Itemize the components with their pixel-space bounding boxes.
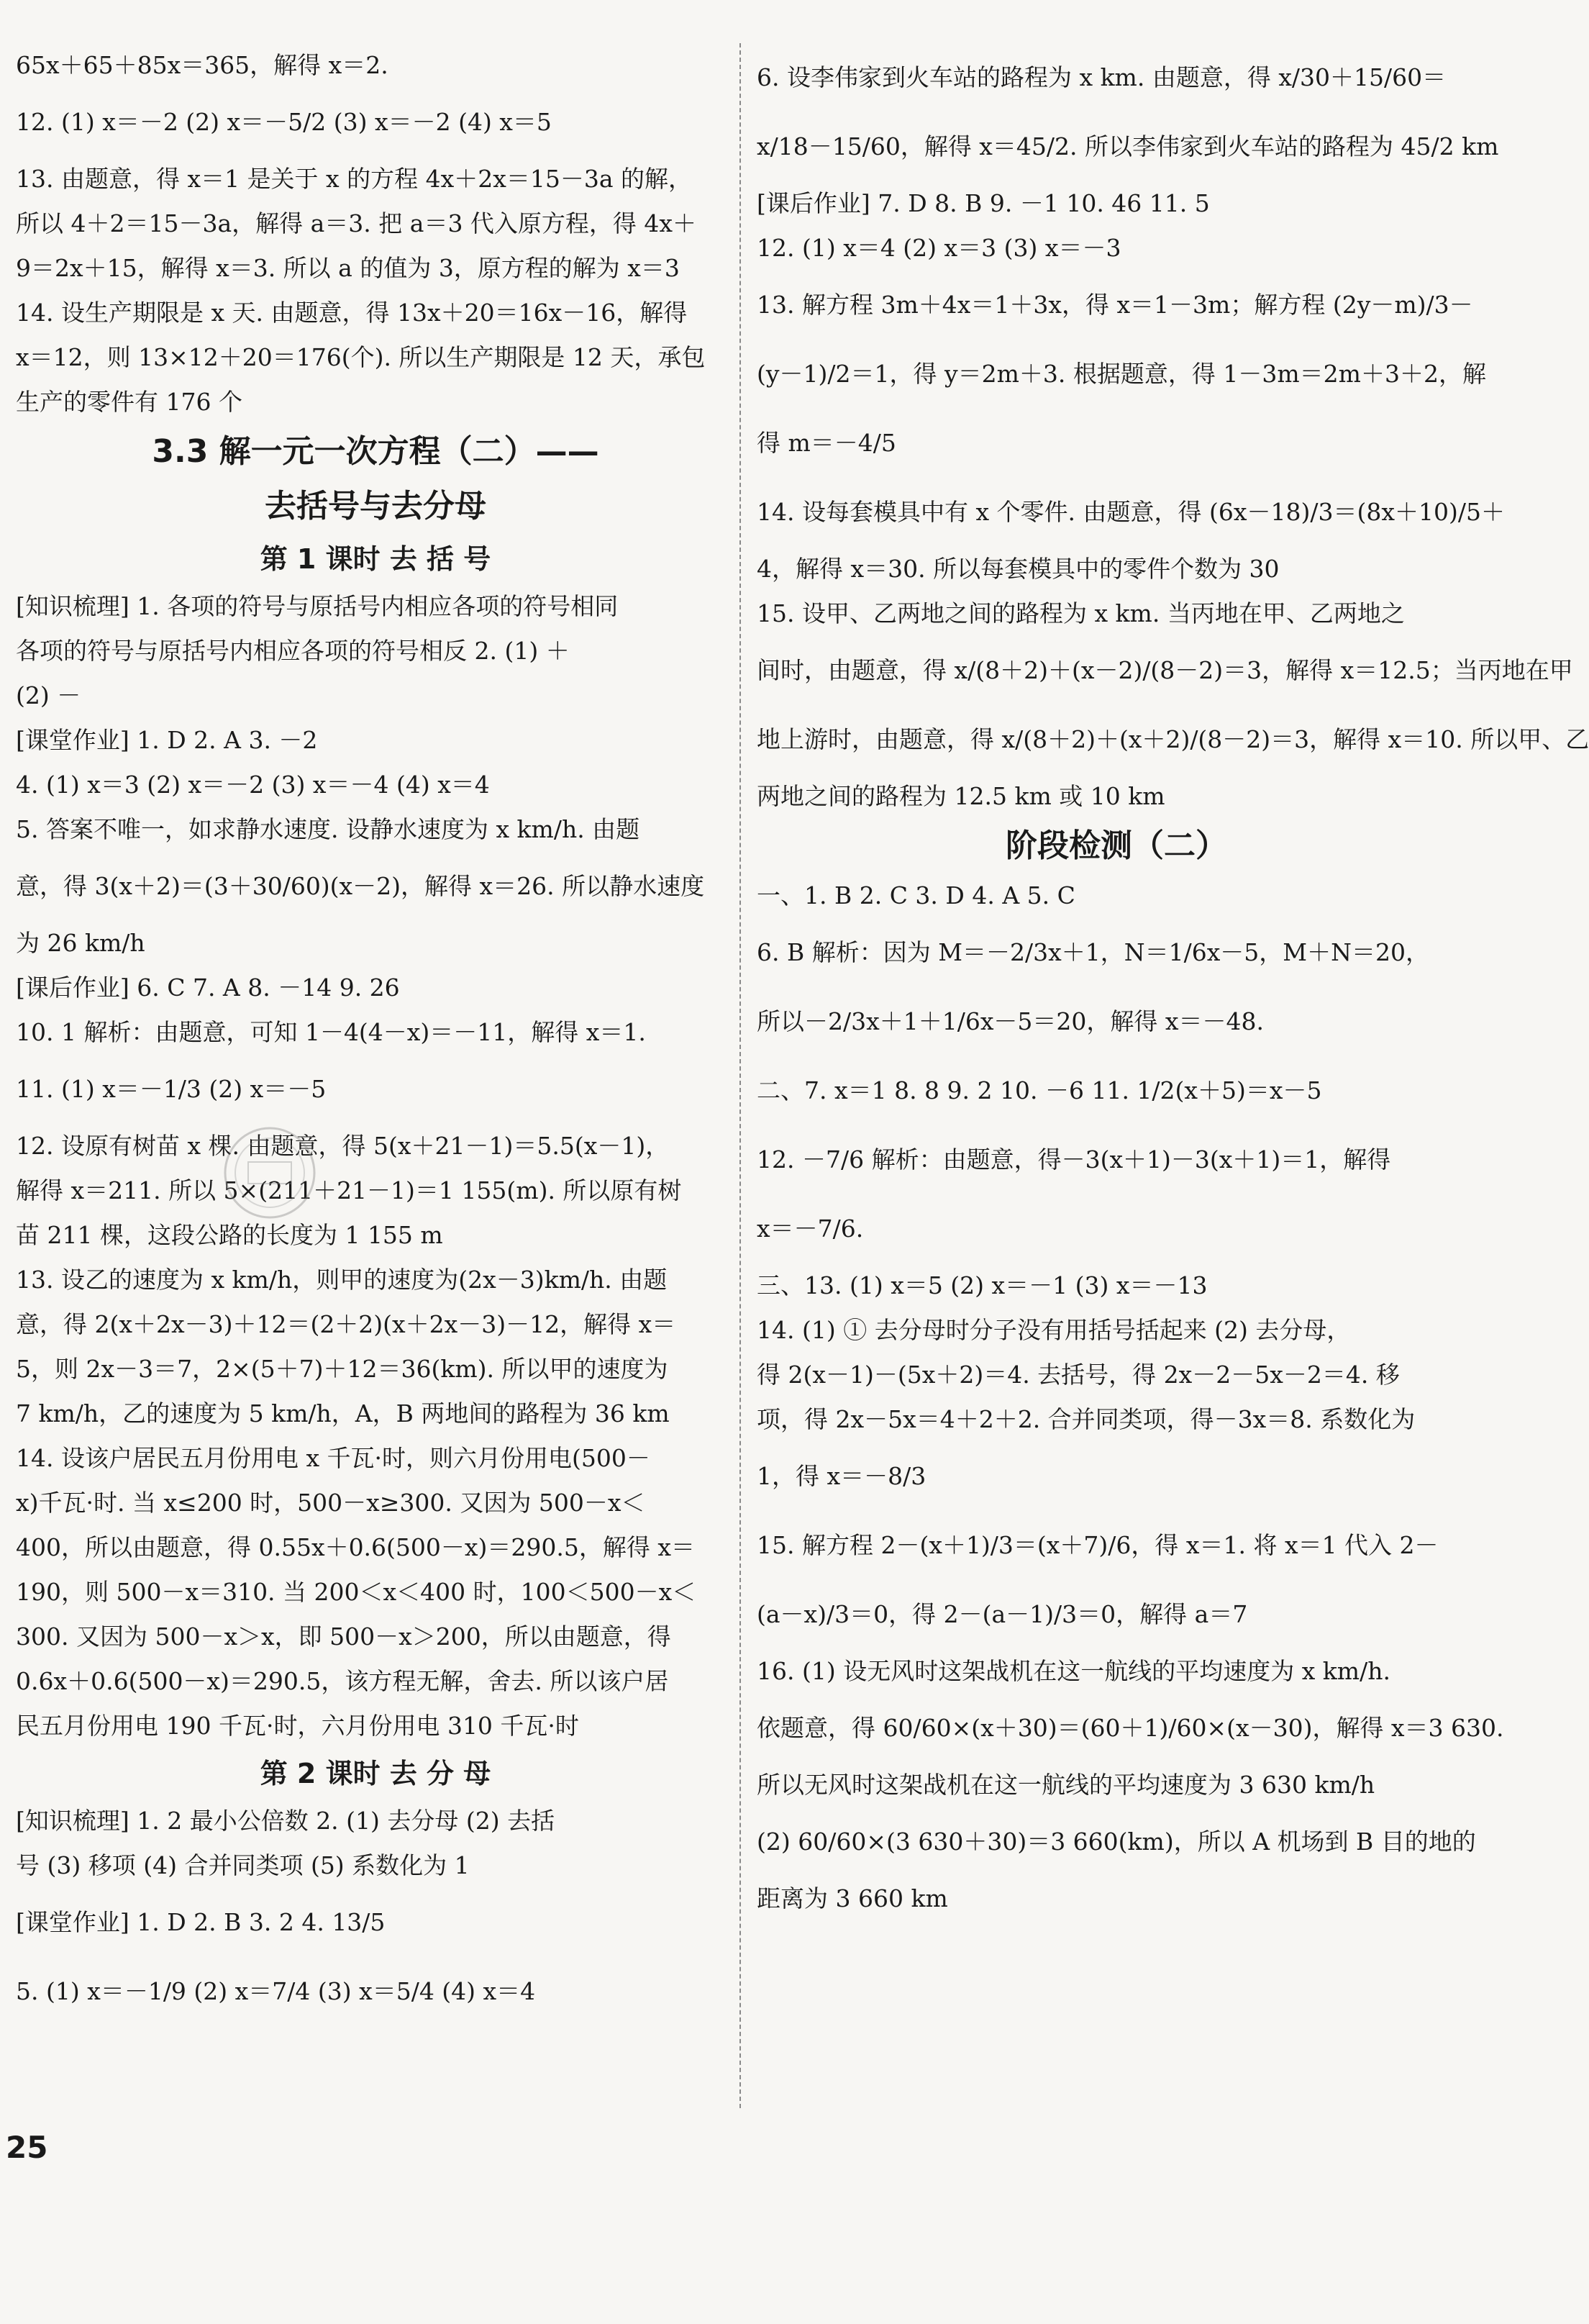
text-line: 一、1. B 2. C 3. D 4. A 5. C <box>757 881 1075 909</box>
text-line: x＝12，则 13×12＋20＝176(个). 所以生产期限是 12 天，承包 <box>16 343 706 371</box>
text-line: 300. 又因为 500－x＞x，即 500－x＞200，所以由题意，得 <box>16 1622 671 1651</box>
text-line: 所以无风时这架战机在这一航线的平均速度为 3 630 km/h <box>757 1771 1375 1799</box>
text-line: 项，得 2x－5x＝4＋2＋2. 合并同类项，得－3x＝8. 系数化为 <box>757 1405 1416 1433</box>
text-line: (2) 60/60×(3 630＋30)＝3 660(km)，所以 A 机场到 B 目的地的 <box>757 1828 1476 1856</box>
text-line: 13. 由题意，得 x＝1 是关于 x 的方程 4x＋2x＝15－3a 的解， <box>16 165 693 193</box>
text-line: [课堂作业] 1. D 2. B 3. 2 4. 13/5 <box>16 1908 386 1936</box>
text-line: 号 (3) 移项 (4) 合并同类项 (5) 系数化为 1 <box>16 1851 470 1879</box>
text-line: 12. －7/6 解析：由题意，得－3(x＋1)－3(x＋1)＝1，解得 <box>757 1145 1391 1174</box>
text-line: 两地之间的路程为 12.5 km 或 10 km <box>757 782 1165 810</box>
text-line: 12. 设原有树苗 x 棵. 由题意，得 5(x＋21－1)＝5.5(x－1)， <box>16 1132 670 1160</box>
page-number: 25 <box>6 2130 48 2165</box>
text-line: 间时，由题意，得 x/(8＋2)＋(x－2)/(8－2)＝3，解得 x＝12.5；当丙地在甲 <box>757 656 1573 684</box>
text-line: 1，得 x＝－8/3 <box>757 1462 926 1490</box>
text-line: 生产的零件有 176 个 <box>16 388 242 416</box>
text-line: 6. B 解析：因为 M＝－2/3x＋1，N＝1/6x－5，M＋N＝20， <box>757 938 1429 966</box>
text-line: [知识梳理] 1. 各项的符号与原括号内相应各项的符号相同 <box>16 592 619 620</box>
text-line: 14. 设每套模具中有 x 个零件. 由题意，得 (6x－18)/3＝(8x＋10)/5＋ <box>757 498 1505 526</box>
text-line: 6. 设李伟家到火车站的路程为 x km. 由题意，得 x/30＋15/60＝ <box>757 63 1447 91</box>
text-line: 4，解得 x＝30. 所以每套模具中的零件个数为 30 <box>757 555 1280 583</box>
text-line: 400，所以由题意，得 0.55x＋0.6(500－x)＝290.5，解得 x＝ <box>16 1533 695 1561</box>
text-line: 5. (1) x＝－1/9 (2) x＝7/4 (3) x＝5/4 (4) x＝4 <box>16 1977 536 2005</box>
left-column <box>16 43 735 2026</box>
text-line: 65x＋65＋85x＝365，解得 x＝2. <box>16 51 388 79</box>
text-line: 0.6x＋0.6(500－x)＝290.5，该方程无解，舍去. 所以该户居 <box>16 1667 669 1695</box>
text-line: 意，得 2(x＋2x－3)＋12＝(2＋2)(x＋2x－3)－12，解得 x＝ <box>16 1310 676 1338</box>
text-line: x/18－15/60，解得 x＝45/2. 所以李伟家到火车站的路程为 45/2 km <box>757 132 1499 160</box>
text-line: 12. (1) x＝－2 (2) x＝－5/2 (3) x＝－2 (4) x＝5 <box>16 108 552 136</box>
text-line: 三、13. (1) x＝5 (2) x＝－1 (3) x＝－13 <box>757 1271 1208 1299</box>
text-line: 得 m＝－4/5 <box>757 429 896 457</box>
text-line: 各项的符号与原括号内相应各项的符号相反 2. (1) ＋ <box>16 637 570 665</box>
text-line: [课堂作业] 1. D 2. A 3. －2 <box>16 726 318 754</box>
watermark-stamp-icon <box>209 1122 331 1223</box>
text-line: 所以 4＋2＝15－3a，解得 a＝3. 把 a＝3 代入原方程，得 4x＋ <box>16 209 697 237</box>
text-line: 14. (1) ① 去分母时分子没有用括号括起来 (2) 去分母， <box>757 1316 1351 1344</box>
text-line: x＝－7/6. <box>757 1215 864 1243</box>
text-line: 10. 1 解析：由题意，可知 1－4(4－x)＝－11，解得 x＝1. <box>16 1018 646 1046</box>
text-line: 9＝2x＋15，解得 x＝3. 所以 a 的值为 3，原方程的解为 x＝3 <box>16 254 680 282</box>
text-line: 190，则 500－x＝310. 当 200＜x＜400 时，100＜500－x＜ <box>16 1578 696 1606</box>
text-line: 民五月份用电 190 千瓦·时，六月份用电 310 千瓦·时 <box>16 1712 579 1740</box>
text-line: 为 26 km/h <box>16 929 145 957</box>
text-line: 13. 解方程 3m＋4x＝1＋3x，得 x＝1－3m；解方程 (2y－m)/3－ <box>757 291 1473 319</box>
section-heading: 阶段检测（二） <box>1006 827 1227 864</box>
text-line: 13. 设乙的速度为 x km/h，则甲的速度为(2x－3)km/h. 由题 <box>16 1266 668 1294</box>
section-heading: 去括号与去分母 <box>265 488 486 525</box>
text-line: 地上游时，由题意，得 x/(8＋2)＋(x＋2)/(8－2)＝3，解得 x＝10. 所以甲、乙 <box>757 725 1589 753</box>
text-line: 4. (1) x＝3 (2) x＝－2 (3) x＝－4 (4) x＝4 <box>16 771 490 799</box>
text-line: 7 km/h，乙的速度为 5 km/h，A，B 两地间的路程为 36 km <box>16 1399 670 1427</box>
text-line: 12. (1) x＝4 (2) x＝3 (3) x＝－3 <box>757 234 1121 262</box>
right-column <box>757 43 1589 1921</box>
text-line: 意，得 3(x＋2)＝(3＋30/60)(x－2)，解得 x＝26. 所以静水速度 <box>16 872 705 900</box>
text-line: 得 2(x－1)－(5x＋2)＝4. 去括号，得 2x－2－5x－2＝4. 移 <box>757 1361 1400 1389</box>
section-heading: 3.3 解一元一次方程（二）—— <box>152 433 599 470</box>
text-line: 5，则 2x－3＝7，2×(5＋7)＋12＝36(km). 所以甲的速度为 <box>16 1355 668 1383</box>
text-line: 15. 解方程 2－(x＋1)/3＝(x＋7)/6，得 x＝1. 将 x＝1 代入 2－ <box>757 1531 1439 1559</box>
text-line: 14. 设生产期限是 x 天. 由题意，得 13x＋20＝16x－16，解得 <box>16 299 688 327</box>
text-line: 5. 答案不唯一，如求静水速度. 设静水速度为 x km/h. 由题 <box>16 815 640 843</box>
text-line: 苗 211 棵，这段公路的长度为 1 155 m <box>16 1221 443 1249</box>
text-line: 二、7. x＝1 8. 8 9. 2 10. －6 11. 1/2(x＋5)＝x－5 <box>757 1076 1322 1104</box>
text-line: 所以－2/3x＋1＋1/6x－5＝20，解得 x＝－48. <box>757 1007 1265 1035</box>
text-line: 15. 设甲、乙两地之间的路程为 x km. 当丙地在甲、乙两地之 <box>757 599 1405 627</box>
section-heading: 第 2 课时 去 分 母 <box>260 1758 491 1789</box>
text-line: (2) － <box>16 681 81 709</box>
column-divider <box>739 43 741 2108</box>
text-line: 依题意，得 60/60×(x＋30)＝(60＋1)/60×(x－30)，解得 x＝3 630. <box>757 1714 1504 1742</box>
text-line: 距离为 3 660 km <box>757 1884 948 1912</box>
text-line: [知识梳理] 1. 2 最小公倍数 2. (1) 去分母 (2) 去括 <box>16 1807 555 1835</box>
text-line: [课后作业] 6. C 7. A 8. －14 9. 26 <box>16 973 400 1002</box>
text-line: [课后作业] 7. D 8. B 9. －1 10. 46 11. 5 <box>757 189 1210 217</box>
text-line: 11. (1) x＝－1/3 (2) x＝－5 <box>16 1075 327 1103</box>
text-line: (y－1)/2＝1，得 y＝2m＋3. 根据题意，得 1－3m＝2m＋3＋2，解 <box>757 360 1486 388</box>
text-line: x)千瓦·时. 当 x≤200 时，500－x≥300. 又因为 500－x＜ <box>16 1489 645 1517</box>
text-line: 解得 x＝211. 所以 5×(211＋21－1)＝1 155(m). 所以原有树 <box>16 1176 682 1204</box>
text-line: 16. (1) 设无风时这架战机在这一航线的平均速度为 x km/h. <box>757 1657 1390 1685</box>
section-heading: 第 1 课时 去 括 号 <box>260 543 491 575</box>
text-line: 14. 设该户居民五月份用电 x 千瓦·时，则六月份用电(500－ <box>16 1444 650 1472</box>
text-line: (a－x)/3＝0，得 2－(a－1)/3＝0，解得 a＝7 <box>757 1600 1248 1628</box>
